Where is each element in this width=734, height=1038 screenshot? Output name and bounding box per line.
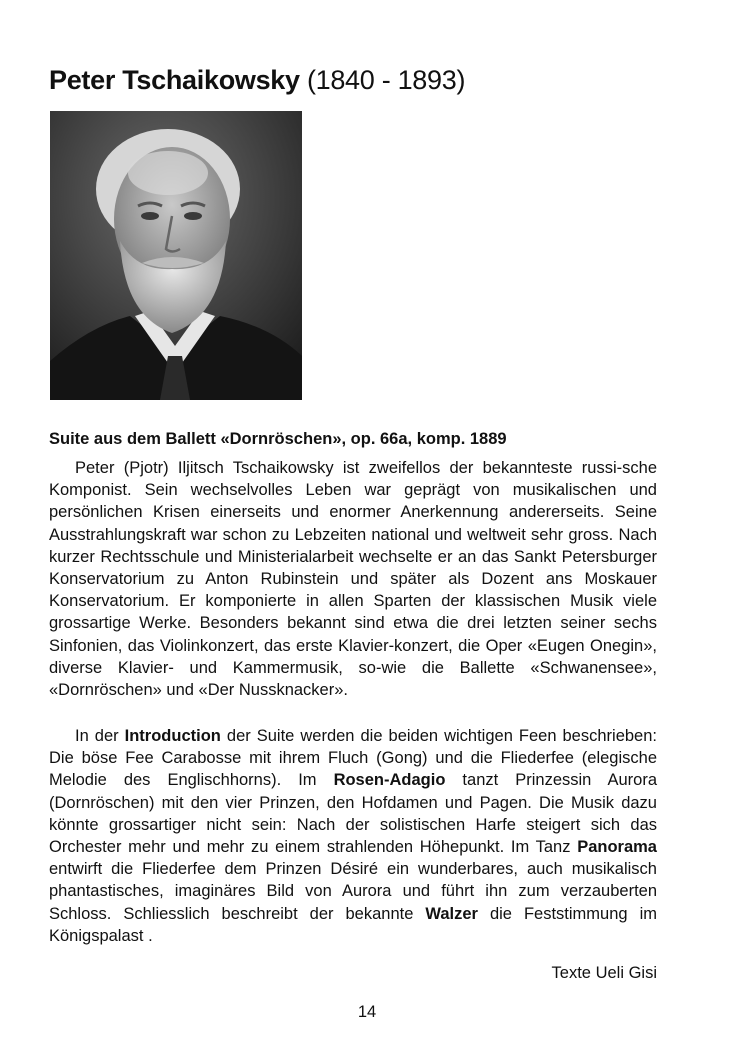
body-paragraph-2: [49, 725, 657, 947]
p2-text-3: tanzt Prinzessin Aurora (Dornröschen) mit den vier Prinzen, den Hofdamen und Pagen. Die Musik dazu könnte grossartiger nicht sein: Nach der solistischen Harfe steigert sich das Orchester mehr und mehr zu einem strahlenden Höhepunkt. Im Tanz: [49, 771, 657, 857]
composer-name: Peter Tschaikowsky: [49, 65, 300, 95]
p2-text-2: der Suite werden die beiden wichtigen Feen beschrieben: Die böse Fee Carabosse mit ihrem Fluch (Gong) und die Fliederfee (elegische Melodie des Englischhorns). Im: [49, 727, 657, 790]
p2-text-4: entwirft die Fliederfee dem Prinzen Désiré ein wunderbares, auch musikalisch phantastisches, imaginäres Bild von Aurora und führt ihn zum verzauberten Schloss. Schliesslich beschreibt der bekannte: [49, 860, 657, 923]
paragraph-1-text: Peter (Pjotr) Iljitsch Tschaikowsky ist zweifellos der bekannteste russi-sche Komponist. Sein wechselvolles Leben war geprägt von musikalischen und persönlichen Krisen einerseits und enormer Anerkennung andererseits. Seine Ausstrahlungskraft war schon zu Lebzeiten national und weltweit sehr gross. Nach kurzer Rechtsschule und Ministerialarbeit wechselte er an das Sankt Petersburger Konservatorium zu Anton Rubinstein und später als Dozent ans Moskauer Konservatorium. Er komponierte in allen Sparten der klassischen Musik viele grossartige Werke. Besonders bekannt sind etwa die drei letzten seiner sechs Sinfonien, das Violinkonzert, das erste Klavier-konzert, die Oper «Eugen Onegin», diverse Klavier- und Kammermusik, so-wie die Ballette «Schwanensee», «Dornröschen» und «Der Nussknacker».: [49, 459, 657, 700]
term-rosen-adagio: Rosen-Adagio: [333, 771, 446, 790]
page-title: [49, 62, 465, 98]
composer-portrait: [50, 111, 302, 400]
section-heading: Suite aus dem Ballett «Dornröschen», op. 66a, komp. 1889: [49, 430, 507, 448]
body-paragraph-1: [49, 457, 657, 701]
term-panorama: Panorama: [577, 838, 657, 857]
page-number: 14: [357, 1003, 377, 1021]
p2-text-5: die Feststimmung im Königspalast .: [49, 904, 657, 945]
term-introduction: Introduction: [124, 727, 221, 745]
paragraph-2-text: [49, 725, 657, 947]
p2-text-1: In der: [75, 727, 125, 745]
term-walzer: Walzer: [425, 904, 478, 923]
author-credit: Texte Ueli Gisi: [551, 964, 657, 982]
composer-dates: (1840 - 1893): [306, 65, 466, 95]
